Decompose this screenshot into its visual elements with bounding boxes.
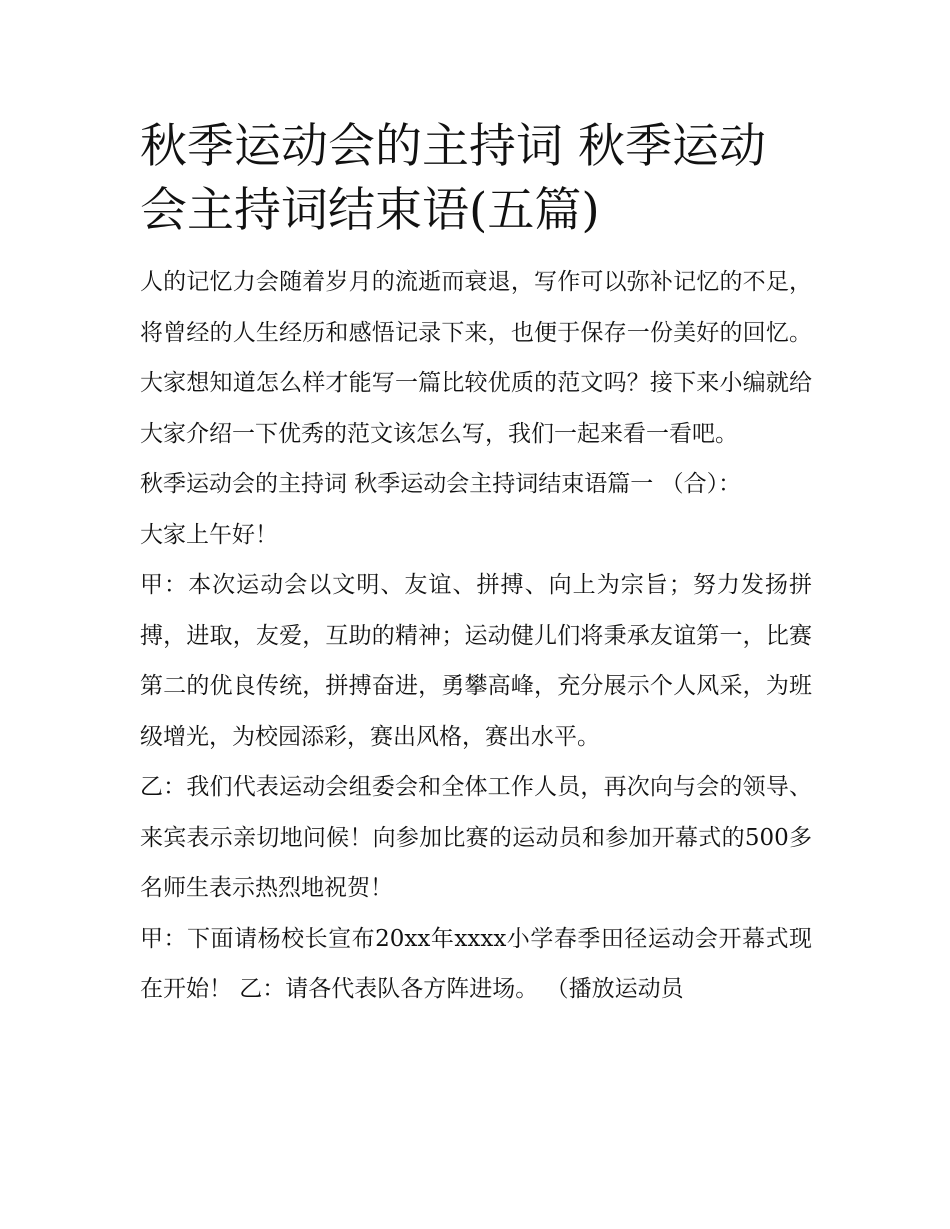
section-heading: 秋季运动会的主持词 秋季运动会主持词结束语篇一 （合）： [140, 471, 742, 497]
document-page [140, 115, 812, 1015]
host-b-paragraph: 乙：我们代表运动会组委会和全体工作人员，再次向与会的领导、来宾表示亲切地问候！向参加比赛的运动员和参加开幕式的500多名师生表示热烈地祝贺！ [140, 774, 812, 901]
host-a-paragraph: 甲：本次运动会以文明、友谊、拼搏、向上为宗旨；努力发扬拼搏，进取，友爱，互助的精神；运动健儿们将秉承友谊第一，比赛第二的优良传统，拼搏奋进，勇攀高峰，充分展示个人风采，为班级增光，为校园添彩，赛出风格，赛出水平。 [140, 572, 812, 750]
document-title: 秋季运动会的主持词 秋季运动会主持词结束语(五篇) [140, 119, 766, 238]
intro-paragraph: 人的记忆力会随着岁月的流逝而衰退，写作可以弥补记忆的不足，将曾经的人生经历和感悟记录下来，也便于保存一份美好的回忆。大家想知道怎么样才能写一篇比较优质的范文吗？接下来小编就给大家介绍一下优秀的范文该怎么写，我们一起来看一看吧。 [140, 269, 812, 447]
greeting-paragraph: 大家上午好！ [140, 521, 278, 548]
host-a-opening-paragraph: 甲：下面请杨校长宣布20xx年xxxx小学春季田径运动会开幕式现在开始！ 乙：请各代表队各方阵进场。 （播放运动员 [140, 925, 812, 1002]
